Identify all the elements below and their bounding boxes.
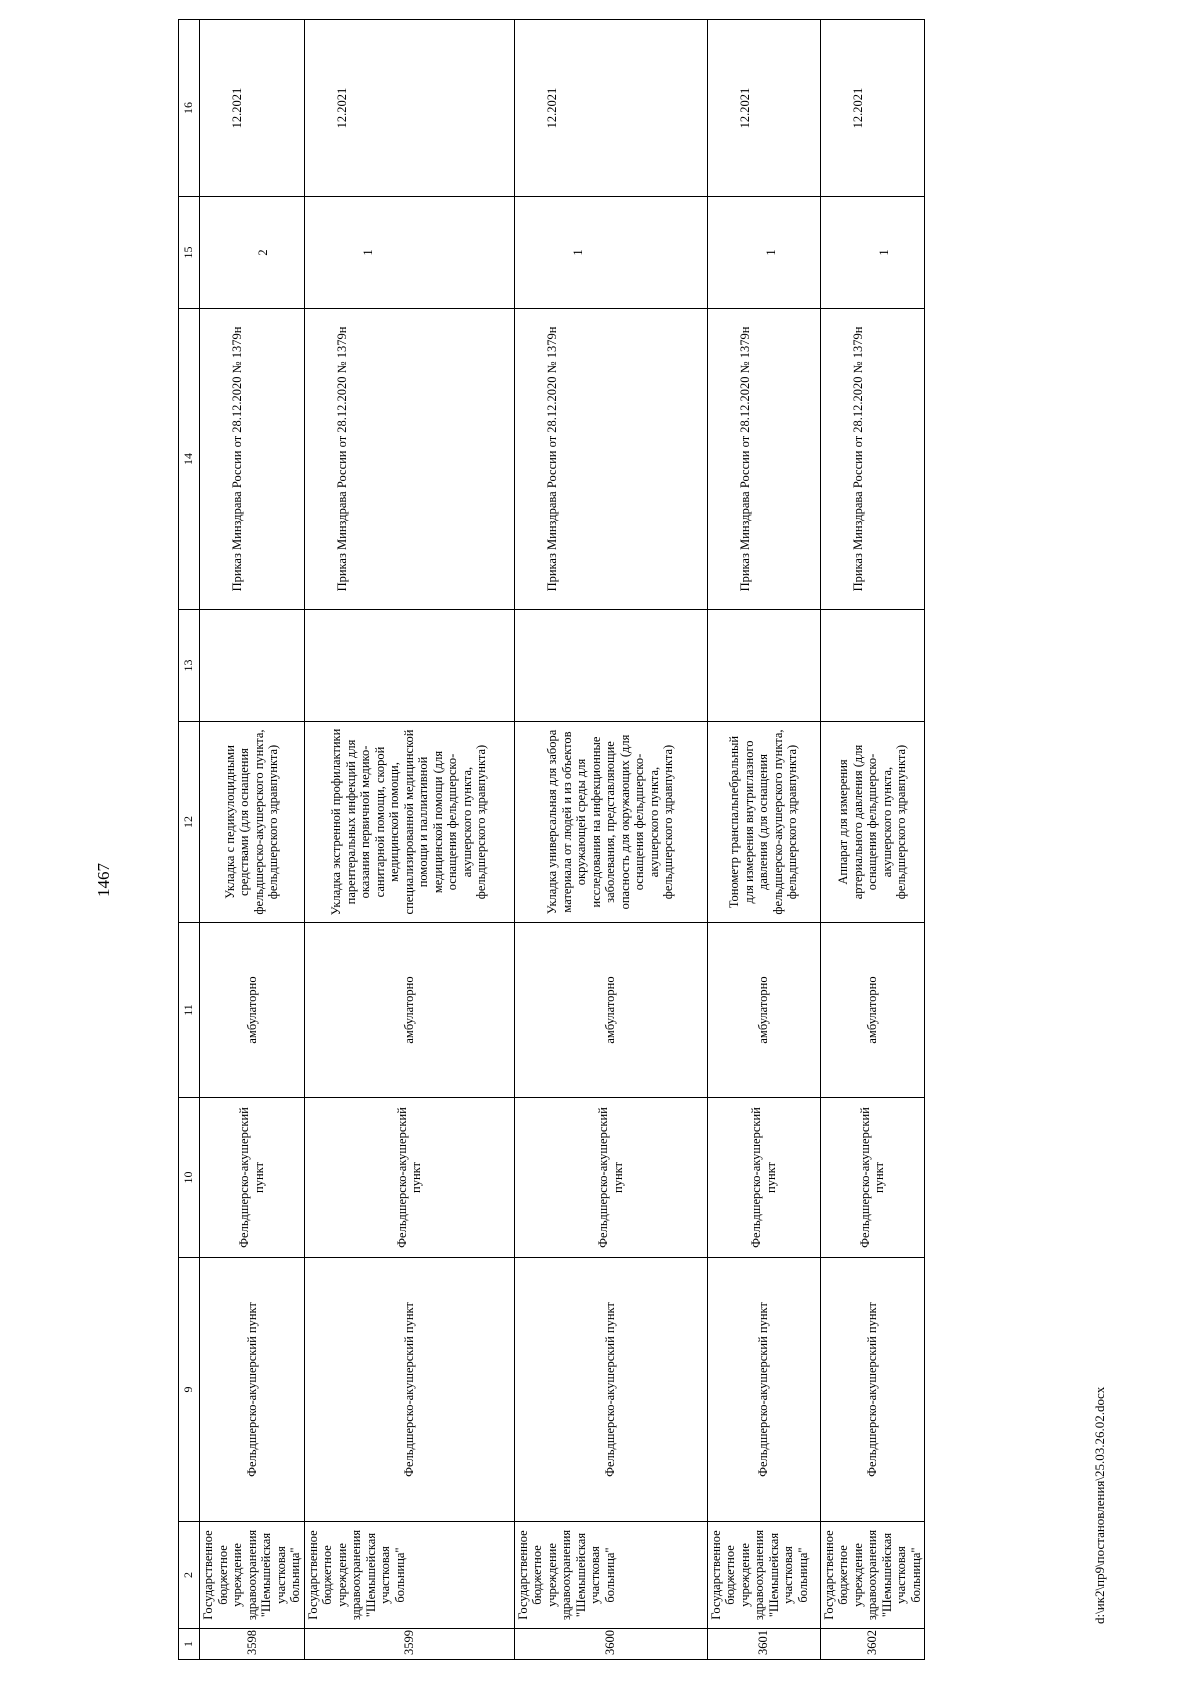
equipment-cell: Тонометр транспальпебральный для измерения внутриглазного давления (для оснащения фельдшерско-акушерского пункта, фельдшерского здравпункта) xyxy=(707,722,820,923)
equipment-cell: Аппарат для измерения артериального давления (для оснащения фельдшерско-акушерского пункта, фельдшерского здравпункта) xyxy=(820,722,925,923)
page-number: 1467 xyxy=(94,863,113,897)
column-number: 14 xyxy=(179,309,200,610)
care-form-cell: амбулаторно xyxy=(514,923,707,1098)
column-number: 13 xyxy=(179,610,200,722)
regulation-cell: Приказ Минздрава России от 28.12.2020 № 1379н xyxy=(514,309,707,610)
organization-cell: Государственное бюджетное учреждение здравоохранения "Шемышейская участковая больница" xyxy=(707,1522,820,1629)
date-cell: 12.2021 xyxy=(304,20,514,197)
unit-type-cell: Фельдшерско-акушерский пункт xyxy=(200,1098,305,1258)
unit-cell: Фельдшерско-акушерский пункт xyxy=(304,1258,514,1522)
register-table xyxy=(178,19,925,1660)
empty-cell xyxy=(707,610,820,722)
equipment-cell: Укладка с педикулоцидными средствами (для оснащения фельдшерско-акушерского пункта, фельдшерского здравпункта) xyxy=(200,722,305,923)
column-number: 16 xyxy=(179,20,200,197)
regulation-cell: Приказ Минздрава России от 28.12.2020 № 1379н xyxy=(304,309,514,610)
table-row xyxy=(514,20,707,1660)
equipment-cell: Укладка экстренной профилактики парентеральных инфекций для оказания первичной медико-санитарной помощи, скорой медицинской помощи, специализированной медицинской помощи и паллиативной медицинской помощи (для оснащения фельдшерско-акушерского пункта, фельдшерского здравпункта) xyxy=(304,722,514,923)
date-cell: 12.2021 xyxy=(820,20,925,197)
row-number: 3601 xyxy=(707,1629,820,1660)
column-number: 1 xyxy=(179,1629,200,1660)
row-number: 3602 xyxy=(820,1629,925,1660)
file-path-footer: d:\ик2\пр9\постановления\25.03.26.02.docx xyxy=(1092,1386,1107,1624)
quantity-cell: 1 xyxy=(707,197,820,309)
quantity-cell: 1 xyxy=(514,197,707,309)
column-number: 12 xyxy=(179,722,200,923)
unit-type-cell: Фельдшерско-акушерский пункт xyxy=(820,1098,925,1258)
regulation-cell: Приказ Минздрава России от 28.12.2020 № 1379н xyxy=(200,309,305,610)
organization-cell: Государственное бюджетное учреждение здравоохранения "Шемышейская участковая больница" xyxy=(304,1522,514,1629)
organization-cell: Государственное бюджетное учреждение здравоохранения "Шемышейская участковая больница" xyxy=(200,1522,305,1629)
date-cell: 12.2021 xyxy=(200,20,305,197)
organization-cell: Государственное бюджетное учреждение здравоохранения "Шемышейская участковая больница" xyxy=(514,1522,707,1629)
table-row xyxy=(200,20,305,1660)
table-row xyxy=(820,20,925,1660)
column-number: 11 xyxy=(179,923,200,1098)
care-form-cell: амбулаторно xyxy=(707,923,820,1098)
row-number: 3598 xyxy=(200,1629,305,1660)
organization-cell: Государственное бюджетное учреждение здравоохранения "Шемышейская участковая больница" xyxy=(820,1522,925,1629)
empty-cell xyxy=(514,610,707,722)
unit-type-cell: Фельдшерско-акушерский пункт xyxy=(514,1098,707,1258)
date-cell: 12.2021 xyxy=(514,20,707,197)
empty-cell xyxy=(200,610,305,722)
unit-cell: Фельдшерско-акушерский пункт xyxy=(514,1258,707,1522)
table-row xyxy=(707,20,820,1660)
quantity-cell: 2 xyxy=(200,197,305,309)
regulation-cell: Приказ Минздрава России от 28.12.2020 № 1379н xyxy=(707,309,820,610)
empty-cell xyxy=(304,610,514,722)
care-form-cell: амбулаторно xyxy=(820,923,925,1098)
unit-type-cell: Фельдшерско-акушерский пункт xyxy=(304,1098,514,1258)
column-number: 2 xyxy=(179,1522,200,1629)
quantity-cell: 1 xyxy=(304,197,514,309)
column-number: 9 xyxy=(179,1258,200,1522)
unit-cell: Фельдшерско-акушерский пункт xyxy=(820,1258,925,1522)
row-number: 3600 xyxy=(514,1629,707,1660)
column-number: 10 xyxy=(179,1098,200,1258)
date-cell: 12.2021 xyxy=(707,20,820,197)
unit-cell: Фельдшерско-акушерский пункт xyxy=(200,1258,305,1522)
table-row xyxy=(304,20,514,1660)
unit-cell: Фельдшерско-акушерский пункт xyxy=(707,1258,820,1522)
care-form-cell: амбулаторно xyxy=(200,923,305,1098)
row-number: 3599 xyxy=(304,1629,514,1660)
empty-cell xyxy=(820,610,925,722)
unit-type-cell: Фельдшерско-акушерский пункт xyxy=(707,1098,820,1258)
equipment-cell: Укладка универсальная для забора материала от людей и из объектов окружающей среды для исследования на инфекционные заболевания, представляющие опасность для окружающих (для оснащения фельдшерско-акушерского пункта, фельдшерского здравпункта) xyxy=(514,722,707,923)
column-number: 15 xyxy=(179,197,200,309)
care-form-cell: амбулаторно xyxy=(304,923,514,1098)
column-number-row xyxy=(179,20,200,1660)
quantity-cell: 1 xyxy=(820,197,925,309)
regulation-cell: Приказ Минздрава России от 28.12.2020 № 1379н xyxy=(820,309,925,610)
